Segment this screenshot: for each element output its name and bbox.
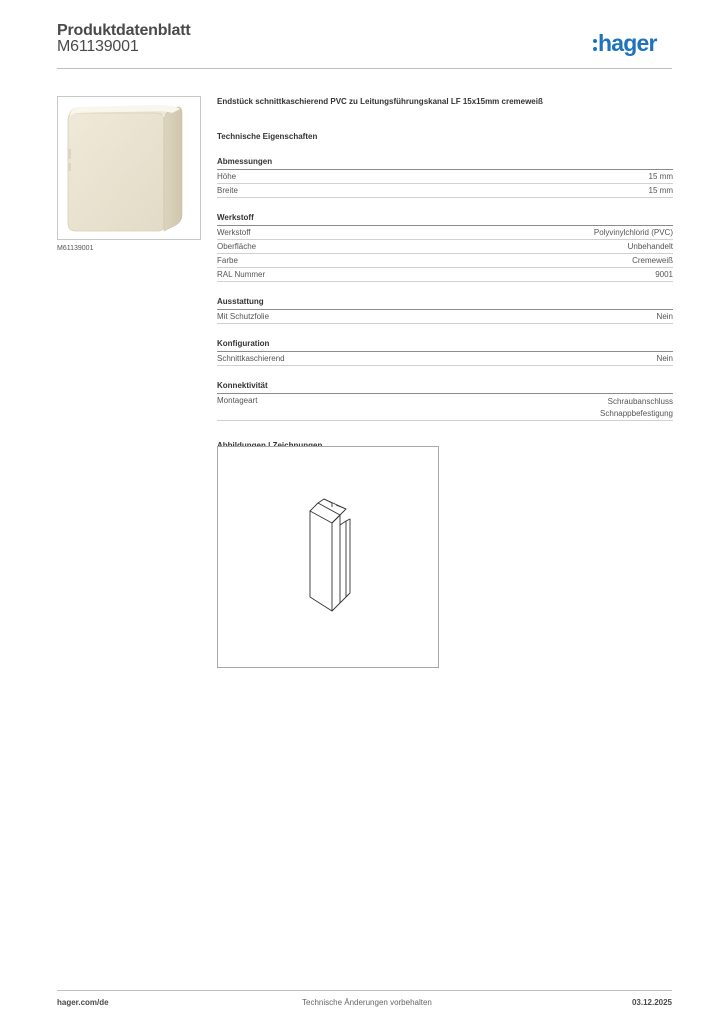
technical-drawing (217, 446, 439, 668)
property-row (217, 310, 673, 324)
product-photo (57, 96, 201, 240)
property-label: RAL Nummer (217, 270, 266, 279)
section-configuration (217, 338, 673, 366)
section-title: Konfiguration (217, 338, 673, 352)
property-value: 15 mm (648, 172, 673, 181)
footer-divider (57, 990, 672, 991)
property-label: Farbe (217, 256, 238, 265)
property-row (217, 254, 673, 268)
photo-caption: M61139001 (57, 245, 94, 252)
footer-date: 03.12.2025 (631, 998, 672, 1007)
section-material (217, 212, 673, 282)
property-value: 9001 (655, 270, 673, 279)
property-label: Mit Schutzfolie (217, 312, 270, 321)
section-title: Konnektivität (217, 380, 673, 394)
section-connectivity (217, 380, 673, 421)
property-row (217, 352, 673, 366)
section-title: Abmessungen (217, 156, 673, 170)
property-row (217, 240, 673, 254)
property-label: Breite (217, 186, 238, 195)
logo-text: hager (598, 30, 657, 56)
property-value: Nein (656, 354, 673, 363)
property-label: Werkstoff (217, 228, 251, 237)
property-value: 15 mm (648, 186, 673, 195)
section-title: Werkstoff (217, 212, 673, 226)
property-value: Polyvinylchlorid (PVC) (593, 228, 673, 237)
product-details (217, 96, 673, 451)
property-value-line: Schnappbefestigung (600, 408, 673, 418)
header-divider (57, 68, 672, 69)
section-title: Ausstattung (217, 296, 673, 310)
footer-notice: Technische Änderungen vorbehalten (302, 998, 432, 1007)
hager-logo (593, 28, 657, 58)
property-label: Schnittkaschierend (217, 354, 285, 363)
property-row (217, 394, 673, 421)
property-value: Unbehandelt (627, 242, 673, 251)
property-row (217, 170, 673, 184)
property-label: Oberfläche (217, 242, 257, 251)
property-value (600, 396, 673, 419)
property-label: Montageart (217, 396, 258, 405)
technical-properties-title: Technische Eigenschaften (217, 132, 318, 141)
property-row (217, 184, 673, 198)
property-row (217, 226, 673, 240)
header-product-code: M61139001 (57, 38, 139, 55)
property-value-line: Schraubanschluss (607, 397, 673, 406)
property-value: Nein (656, 312, 673, 321)
property-value: Cremeweiß (632, 256, 673, 265)
section-dimensions (217, 156, 673, 198)
property-label: Höhe (217, 172, 237, 181)
end-cap-photo-illustration (58, 97, 200, 239)
end-cap-line-drawing (218, 447, 438, 667)
property-row (217, 268, 673, 282)
footer-website: hager.com/de (57, 998, 109, 1007)
header-title: Produktdatenblatt (57, 22, 191, 39)
logo-colon-icon (593, 39, 597, 51)
product-description: Endstück schnittkaschierend PVC zu Leitungsführungskanal LF 15x15mm cremeweiß (217, 97, 543, 106)
section-equipment (217, 296, 673, 324)
